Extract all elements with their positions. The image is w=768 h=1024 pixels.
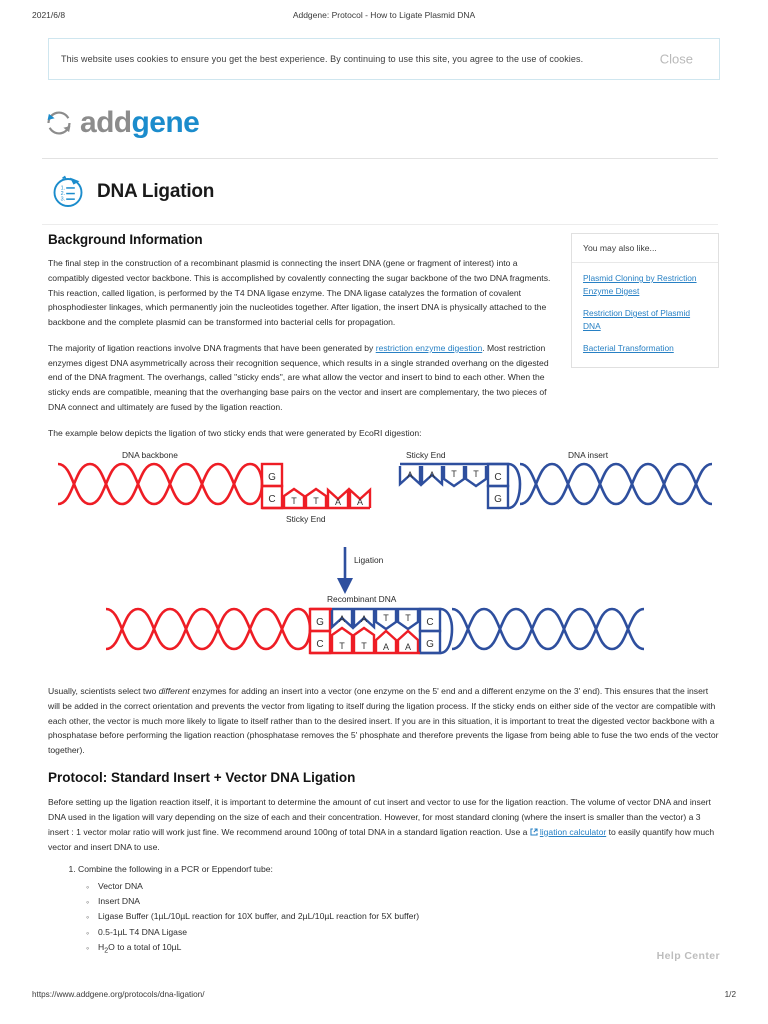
background-paragraph-2 <box>48 341 558 415</box>
ligation-diagram <box>48 452 728 682</box>
svg-text:G: G <box>494 494 502 505</box>
help-center-label[interactable]: Help Center <box>656 950 720 962</box>
bg-p2-post: . Most restriction enzymes digest DNA asymmetrically across their recognition sequence, which results in a single stranded overhang on the digested end of the DNA fragment. The overhangs, called "sticky ends", are what allow the vector and insert to bind to each other. When the sticky ends are compatible, meaning that the overhanging base pairs on the vector and insert are complementary, the two pieces of DNA connect and ultimately are fused by the ligation reaction. <box>48 342 549 413</box>
sub-item-insert-dna: ◦ Insert DNA <box>98 894 660 909</box>
svg-text:T: T <box>451 469 457 479</box>
site-logo[interactable] <box>42 106 199 140</box>
svg-text:A: A <box>428 470 436 480</box>
footer-url: https://www.addgene.org/protocols/dna-ligation/ <box>32 990 205 999</box>
after-fig-emphasis: different <box>158 686 190 696</box>
svg-text:A: A <box>338 614 346 624</box>
you-may-also-like-box <box>571 233 719 368</box>
after-figure-section <box>48 684 728 769</box>
label-ligation: Ligation <box>354 555 384 565</box>
protocol-intro-post: to easily quantify how much vector and insert DNA to use. <box>48 826 715 853</box>
sub-item-ligase-buffer: ◦ Ligase Buffer (1µL/10µL reaction for 10X buffer, and 2µL/10µL reaction for 5X buffer) <box>98 909 660 924</box>
dna-insert-figure <box>400 464 712 508</box>
after-fig-pre: Usually, scientists select two <box>48 686 159 696</box>
after-fig-post: enzymes for adding an insert into a vector (one enzyme on the 5' end and a different enzyme on the 3' end). This ensures that the insert will be added in the correct orientation and prevents the vector from ligating to itself during the ligation process. If the sticky ends on either side of the vector are compatible with each other, the vector is much more likely to ligate to itself rather than to the desired insert. If you are in this situation, it is important to treat the digested vector backbone with a phosphatase before performing the ligation reaction (phosphatase removes the 5' phosphate and therefore prevents the ligase from being able to fuse the two ends of the vector together). <box>48 686 719 756</box>
label-dna-backbone: DNA backbone <box>122 450 178 460</box>
svg-text:C: C <box>268 494 276 505</box>
svg-text:T: T <box>361 641 367 651</box>
svg-text:C: C <box>426 617 434 628</box>
svg-text:T: T <box>339 641 345 651</box>
steps-list <box>60 862 660 958</box>
svg-text:A: A <box>382 642 390 652</box>
logo-text <box>80 108 199 138</box>
cookie-message: This website uses cookies to ensure you get the best experience. By continuing to use this site, you agree to the use of cookies. <box>61 54 584 64</box>
numbered-list-circle-icon <box>48 172 88 212</box>
svg-text:C: C <box>494 472 502 483</box>
svg-text:1.: 1. <box>60 185 66 192</box>
protocol-intro <box>48 795 720 855</box>
ligation-diagram-svg <box>48 452 728 682</box>
step-sub-list <box>78 879 660 958</box>
sub-item-t4-dna-ligase: ◦ 0.5-1µL T4 DNA Ligase <box>98 925 660 940</box>
svg-text:C: C <box>316 639 324 650</box>
step-text: Combine the following in a PCR or Eppendorf tube: <box>78 864 273 874</box>
label-dna-insert: DNA insert <box>568 450 609 460</box>
recombinant-dna-figure <box>106 609 644 653</box>
title-divider <box>42 224 718 225</box>
ligation-calculator-link[interactable]: ligation calculator <box>539 826 607 837</box>
svg-text:T: T <box>473 469 479 479</box>
protocol-heading: Protocol: Standard Insert + Vector DNA Ligation <box>48 770 356 785</box>
cookie-banner <box>48 38 720 80</box>
restriction-enzyme-digestion-link[interactable]: restriction enzyme digestion <box>375 342 483 353</box>
background-paragraph-3: The example below depicts the ligation of two sticky ends that were generated by EcoRI digestion: <box>48 427 422 438</box>
step-item <box>78 862 660 958</box>
circular-arrow-icon <box>42 106 76 140</box>
svg-text:G: G <box>316 617 324 628</box>
svg-text:T: T <box>383 613 389 623</box>
sub-item-water: ◦ $H_2O$ to a total of 10µL <box>98 940 660 958</box>
svg-text:A: A <box>334 497 342 507</box>
protocol-intro-pre: Before setting up the ligation reaction itself, it is important to determine the amount of cut insert and vector to use for the ligation reaction. The volume of vector DNA and insert DNA used in the ligation will vary depending on the size of each and their concentration. However, for most standard cloning (where the insert is smaller than the vector) a 3 insert : 1 vector molar ratio will work just fine. We recommend around 100ng of total DNA in a standard ligation reaction. Use a <box>48 797 711 837</box>
print-date: 2021/6/8 <box>32 10 66 20</box>
svg-text:A: A <box>360 614 368 624</box>
label-sticky-end-left: Sticky End <box>286 514 326 524</box>
sidebar-links <box>572 263 718 367</box>
background-section <box>48 232 558 452</box>
svg-text:A: A <box>404 642 412 652</box>
vector-backbone-figure <box>58 464 370 508</box>
svg-text:T: T <box>313 496 319 506</box>
protocol-section <box>48 770 728 866</box>
background-heading: Background Information <box>48 232 203 247</box>
svg-text:3.: 3. <box>60 196 66 203</box>
protocol-title-row <box>48 172 214 212</box>
label-sticky-end-right: Sticky End <box>406 450 446 460</box>
cookie-close-button[interactable]: Close <box>659 51 693 67</box>
logo-text-add: add <box>80 106 132 139</box>
protocol-steps <box>60 862 660 958</box>
external-link-icon <box>530 826 538 841</box>
page-title: DNA Ligation <box>97 181 215 202</box>
bg-p2-pre: The majority of ligation reactions involve DNA fragments that have been generated by <box>48 342 376 353</box>
sub-item-vector-dna: ◦ Vector DNA <box>98 879 660 894</box>
print-page-title: Addgene: Protocol - How to Ligate Plasmid DNA <box>292 10 476 20</box>
svg-text:T: T <box>291 496 297 506</box>
sidebar-link-restriction-digest[interactable]: Restriction Digest of Plasmid DNA <box>583 308 691 332</box>
svg-text:G: G <box>426 639 434 650</box>
svg-text:G: G <box>268 472 276 483</box>
sidebar-link-plasmid-cloning[interactable]: Plasmid Cloning by Restriction Enzyme Digest <box>583 273 697 297</box>
after-figure-paragraph <box>48 684 720 758</box>
background-paragraph-1: The final step in the construction of a recombinant plasmid is connecting the insert DNA (gene or fragment of interest) into a compatibly digested vector backbone. This is accomplished by covalently connecting the sugar backbone of the two DNA fragments. This reaction, called ligation, is performed by the T4 DNA ligase enzyme. The DNA ligase catalyzes the formation of covalent phosphodiester linkages, which permanently join the nucleotides together. After ligation, the insert DNA is physically attached to the backbone and the complete plasmid can be transformed into bacterial cells for propagation. <box>48 258 551 328</box>
footer-page-number: 1/2 <box>724 990 736 999</box>
sidebar-heading: You may also like... <box>572 234 718 263</box>
sidebar-link-bacterial-transformation[interactable]: Bacterial Transformation <box>583 343 674 354</box>
logo-text-gene: gene <box>131 106 200 139</box>
svg-text:2.: 2. <box>60 191 66 197</box>
header-divider <box>42 158 718 159</box>
svg-text:T: T <box>405 613 411 623</box>
ligation-arrow-icon <box>337 547 353 594</box>
svg-text:A: A <box>356 497 364 507</box>
svg-text:A: A <box>406 470 414 480</box>
label-recombinant-dna: Recombinant DNA <box>327 594 397 604</box>
